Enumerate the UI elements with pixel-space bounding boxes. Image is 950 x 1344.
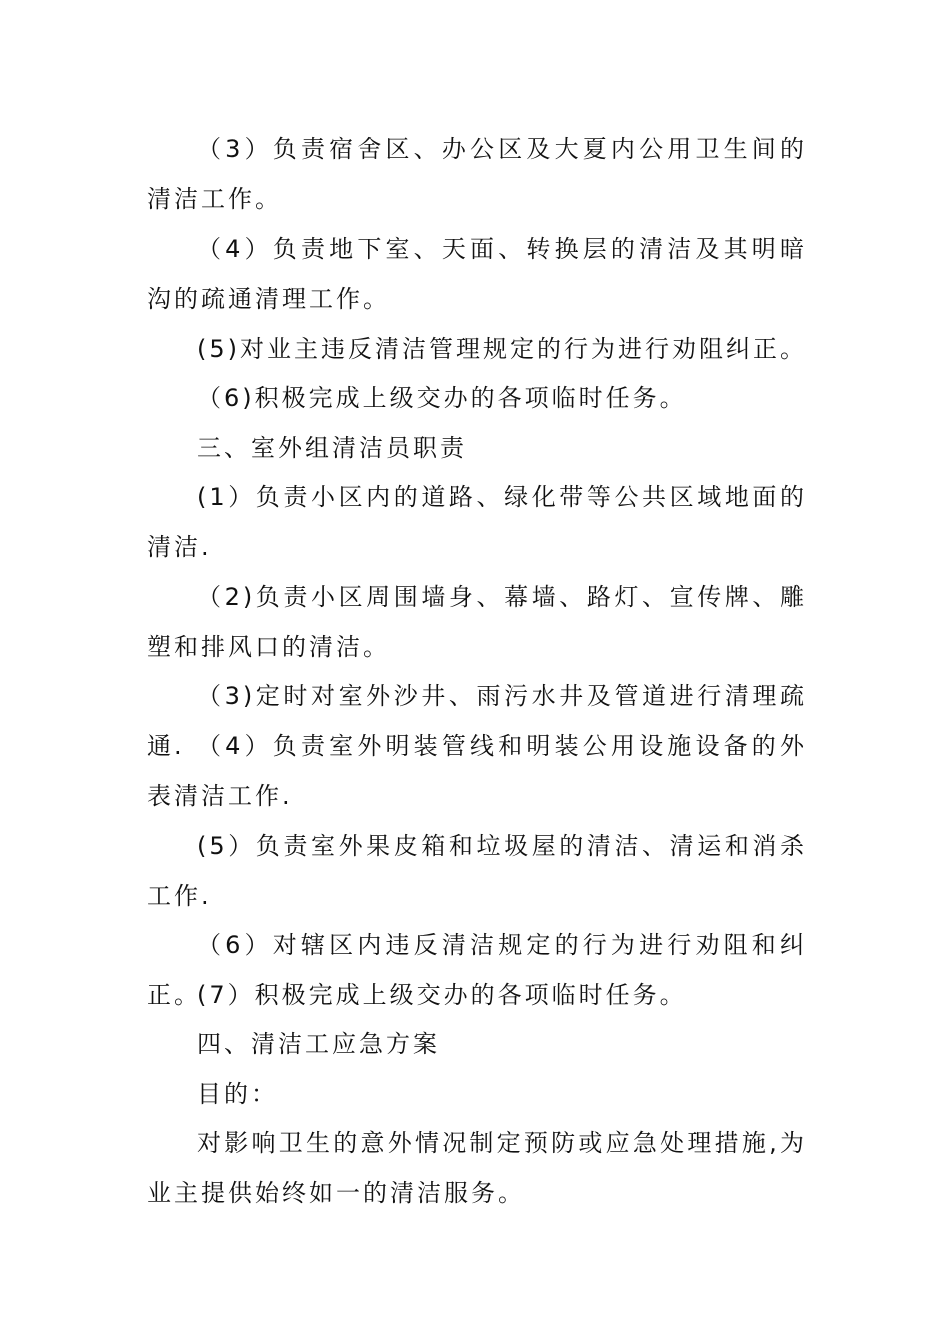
paragraph-outdoor-6: （6）对辖区内违反清洁规定的行为进行劝阻和纠正。 bbox=[147, 931, 807, 1009]
paragraph-outdoor-3: （3)定时对室外沙井、雨污水井及管道进行清理疏通. bbox=[147, 682, 807, 760]
purpose-label: 目的： bbox=[197, 1080, 278, 1108]
section-heading-3: 三、室外组清洁员职责 bbox=[197, 434, 467, 462]
section-heading-4: 四、清洁工应急方案 bbox=[197, 1030, 440, 1058]
paragraph-item-5: (5)对业主违反清洁管理规定的行为进行劝阻纠正。 bbox=[197, 335, 807, 363]
purpose-text: 对影响卫生的意外情况制定预防或应急处理措施,为业主提供始终如一的清洁服务。 bbox=[147, 1129, 807, 1207]
paragraph-outdoor-7: (7）积极完成上级交办的各项临时任务。 bbox=[197, 981, 687, 1009]
paragraph-item-3: （3）负责宿舍区、办公区及大夏内公用卫生间的清洁工作。 bbox=[147, 135, 807, 213]
paragraph-outdoor-1: (1）负责小区内的道路、绿化带等公共区域地面的清洁. bbox=[147, 483, 807, 561]
paragraph-outdoor-2: （2)负责小区周围墙身、幕墙、路灯、宣传牌、雕塑和排风口的清洁。 bbox=[147, 583, 807, 661]
paragraph-item-6: （6)积极完成上级交办的各项临时任务。 bbox=[197, 384, 687, 412]
paragraph-item-4: （4）负责地下室、天面、转换层的清洁及其明暗沟的疏通清理工作。 bbox=[147, 235, 807, 313]
paragraph-outdoor-4: （4）负责室外明装管线和明装公用设施设备的外表清洁工作. bbox=[147, 732, 807, 810]
paragraph-outdoor-5: (5）负责室外果皮箱和垃圾屋的清洁、清运和消杀工作. bbox=[147, 832, 807, 910]
